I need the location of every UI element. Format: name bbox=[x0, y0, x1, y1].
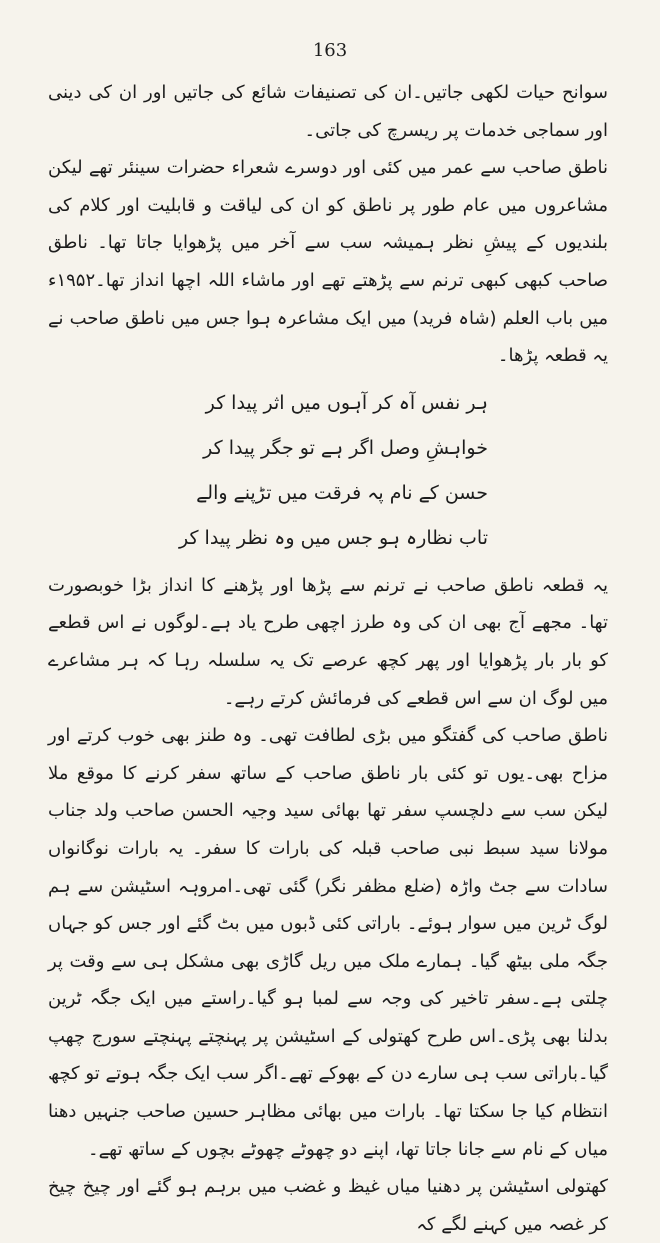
paragraph: یہ قطعہ ناطق صاحب نے ترنم سے پڑھا اور پڑھنے کا انداز بڑا خوبصورت تھا۔ مجھے آج بھی ان کی وہ طرز اچھی طرح یاد ہے۔لوگوں نے اس قطعے کو بار بار پڑھوایا اور پھر کچھ عرصے تک یہ سلسلہ رہا کہ ہر مشاعرے میں لوگ ان سے اس قطعے کی فرمائش کرتے رہے۔ bbox=[48, 574, 608, 709]
paragraph: سوانح حیات لکھی جاتیں۔ان کی تصنیفات شائع کی جاتیں اور ان کی دینی اور سماجی خدمات پر ریسرچ کی جاتی۔ bbox=[48, 82, 608, 141]
paragraph: ناطق صاحب کی گفتگو میں بڑی لطافت تھی۔ وہ طنز بھی خوب کرتے اور مزاح بھی۔یوں تو کئی بار ناطق صاحب کے ساتھ سفر کرنے کا موقع ملا لیکن سب سے دلچسپ سفر تھا بھائی سید وجیہ الحسن صاحب ولد جناب مولانا سید سبط نبی صاحب قبلہ کی بارات کا سفر۔ یہ بارات نوگانواں سادات سے جٹ واڑہ (ضلع مظفر نگر) گئی تھی۔امروہہ اسٹیشن سے ہم لوگ ٹرین میں سوار ہوئے۔ باراتی کئی ڈبوں میں بٹ گئے اور جس کو جہاں جگہ ملی بیٹھ گیا۔ ہمارے ملک میں ریل گاڑی بھی مشکل ہی سے وقت پر چلتی ہے۔سفر تاخیر کی وجہ سے لمبا ہو گیا۔راستے میں ایک جگہ ٹرین بدلنا بھی پڑی۔اس طرح کھتولی کے اسٹیشن پر پہنچتے پہنچتے سورج چھپ گیا۔باراتی سب ہی سارے دن کے بھوکے تھے۔اگر سب ایک جگہ ہوتے تو کچھ انتظام کیا جا سکتا تھا۔ بارات میں بھائی مظاہر حسین صاحب جنہیں دھنا میاں کے نام سے جانا جاتا تھا، اپنے دو چھوٹے چھوٹے بچوں کے ساتھ تھے۔ bbox=[48, 725, 608, 1160]
verse-line: ہر نفس آہ کر آہوں میں اثر پیدا کر bbox=[205, 391, 488, 414]
verse-quatrain bbox=[48, 381, 608, 561]
paragraph: ناطق صاحب سے عمر میں کئی اور دوسرے شعراء حضرات سینئر تھے لیکن مشاعروں میں عام طور پر ناطق کو ان کی لیاقت و قابلیت اور کلام کی بلندیوں کے پیشِ نظر ہمیشہ سب سے آخر میں پڑھوایا جاتا تھا۔ ناطق صاحب کبھی کبھی ترنم سے پڑھتے تھے اور ماشاء اللہ اچھا انداز تھا۔۱۹۵۲ء میں باب العلم (شاہ فرید) میں ایک مشاعرہ ہوا جس میں ناطق صاحب نے یہ قطعہ پڑھا۔ bbox=[48, 157, 608, 367]
page-body bbox=[48, 74, 608, 1243]
verse-line: تاب نظارہ ہو جس میں وہ نظر پیدا کر bbox=[178, 526, 488, 549]
verse-line: خواہشِ وصل اگر ہے تو جگر پیدا کر bbox=[203, 436, 488, 459]
paragraph: کھتولی اسٹیشن پر دھنیا میاں غیظ و غضب میں برہم ہو گئے اور چیخ چیخ کر غصہ میں کہنے لگے کہ bbox=[48, 1176, 608, 1235]
verse-line: حسن کے نام پہ فرقت میں تڑپنے والے bbox=[196, 481, 488, 504]
page-number: 163 bbox=[312, 40, 348, 61]
